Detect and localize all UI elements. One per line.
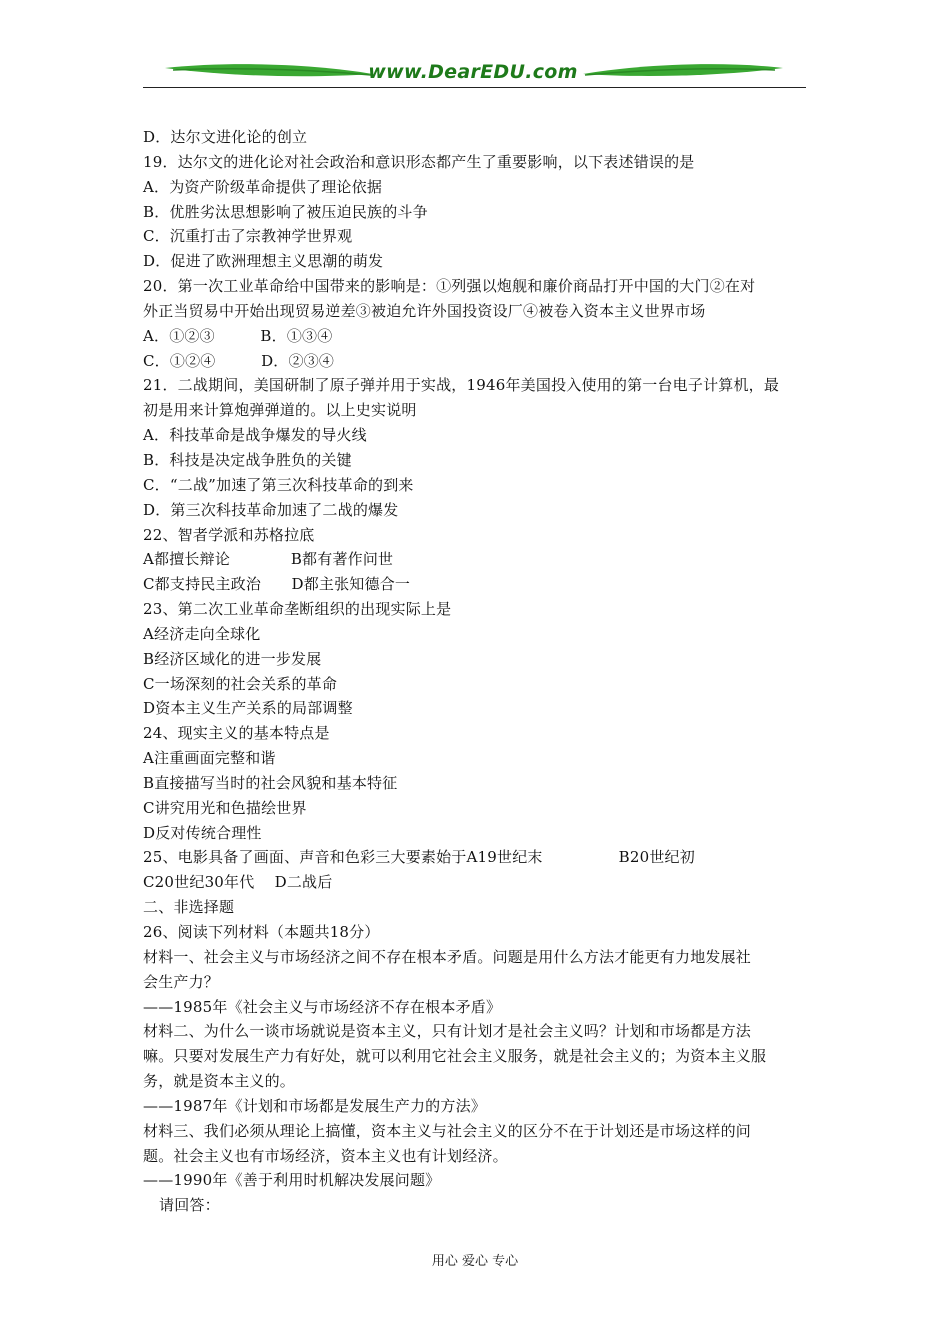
text-line: A．科技革命是战争爆发的导火线 [143,426,367,445]
text-line: 23、第二次工业革命垄断组织的出现实际上是 [143,600,452,619]
text-line: 请回答： [159,1196,220,1215]
text-line: C．沉重打击了宗教神学世界观 [143,227,353,246]
header-divider [143,87,806,88]
text-line: 材料一、社会主义与市场经济之间不存在根本矛盾。问题是用什么方法才能更有力地发展社 [143,947,752,966]
text-line: C都支持民主政治 D都主张知德合一 [143,575,411,594]
text-line: C20世纪30年代 D二战后 [143,873,333,892]
text-line: 25、电影具备了画面、声音和色彩三大要素始于A19世纪末 B20世纪初 [143,848,695,867]
text-line: 外正当贸易中开始出现贸易逆差③被迫允许外国投资设厂④被卷入资本主义世界市场 [143,301,706,320]
text-line: A．为资产阶级革命提供了理论依据 [143,177,383,196]
text-line: C．①②④ D．②③④ [143,351,335,370]
text-line: C讲究用光和色描绘世界 [143,798,307,817]
text-line: A．①②③ B．①③④ [143,326,333,345]
text-line: C．“二战”加速了第三次科技革命的到来 [143,475,414,494]
text-line: 材料三、我们必须从理论上搞懂，资本主义与社会主义的区分不在于计划还是市场这样的问 [143,1121,752,1140]
text-line: D．促进了欧洲理想主义思潮的萌发 [143,252,384,271]
text-line: 二、非选择题 [143,898,235,917]
text-line: ——1987年《计划和市场都是发展生产力的方法》 [143,1096,486,1115]
text-line: 材料二、为什么一谈市场就说是资本主义，只有计划才是社会主义吗？计划和市场都是方法 [143,1022,752,1041]
text-line: D反对传统合理性 [143,823,262,842]
text-line: 22、智者学派和苏格拉底 [143,525,315,544]
document-body [143,125,808,1218]
text-line: 21．二战期间，美国研制了原子弹并用于实战，1946年美国投入使用的第一台电子计算机，最 [143,376,780,395]
text-line: A经济走向全球化 [143,624,261,643]
text-line: D．第三次科技革命加速了二战的爆发 [143,500,399,519]
text-line: ——1985年《社会主义与市场经济不存在根本矛盾》 [143,997,502,1016]
text-line: 20．第一次工业革命给中国带来的影响是：①列强以炮舰和廉价商品打开中国的大门②在对 [143,277,756,296]
page-header [143,58,806,90]
text-line: 19．达尔文的进化论对社会政治和意识形态都产生了重要影响，以下表述错误的是 [143,152,695,171]
text-line: 初是用来计算炮弹弹道的。以上史实说明 [143,401,417,420]
text-line: D资本主义生产关系的局部调整 [143,699,353,718]
text-line: 26、阅读下列材料（本题共18分） [143,923,380,941]
text-line: C一场深刻的社会关系的革命 [143,674,338,693]
text-line: D．达尔文进化论的创立 [143,128,308,146]
text-line: 会生产力？ [143,972,220,991]
text-line: B．优胜劣汰思想影响了被压迫民族的斗争 [143,202,428,221]
text-line: 题。社会主义也有市场经济，资本主义也有计划经济。 [143,1146,508,1165]
text-line: 嘛。只要对发展生产力有好处，就可以利用它社会主义服务，就是社会主义的；为资本主义服 [143,1047,767,1066]
text-line: B直接描写当时的社会风貌和基本特征 [143,773,398,792]
text-line: B经济区域化的进一步发展 [143,649,322,668]
site-logo-text: www.DearEDU.com [368,61,578,83]
text-line: 24、现实主义的基本特点是 [143,724,330,743]
text-line: ——1990年《善于利用时机解决发展问题》 [143,1171,441,1190]
text-line: 务，就是资本主义的。 [143,1072,296,1091]
page-footer: 用心 爱心 专心 [431,1254,519,1269]
text-line: A都擅长辩论 B都有著作问世 [143,550,394,569]
text-line: B．科技是决定战争胜负的关键 [143,450,352,469]
text-line: A注重画面完整和谐 [143,749,276,768]
